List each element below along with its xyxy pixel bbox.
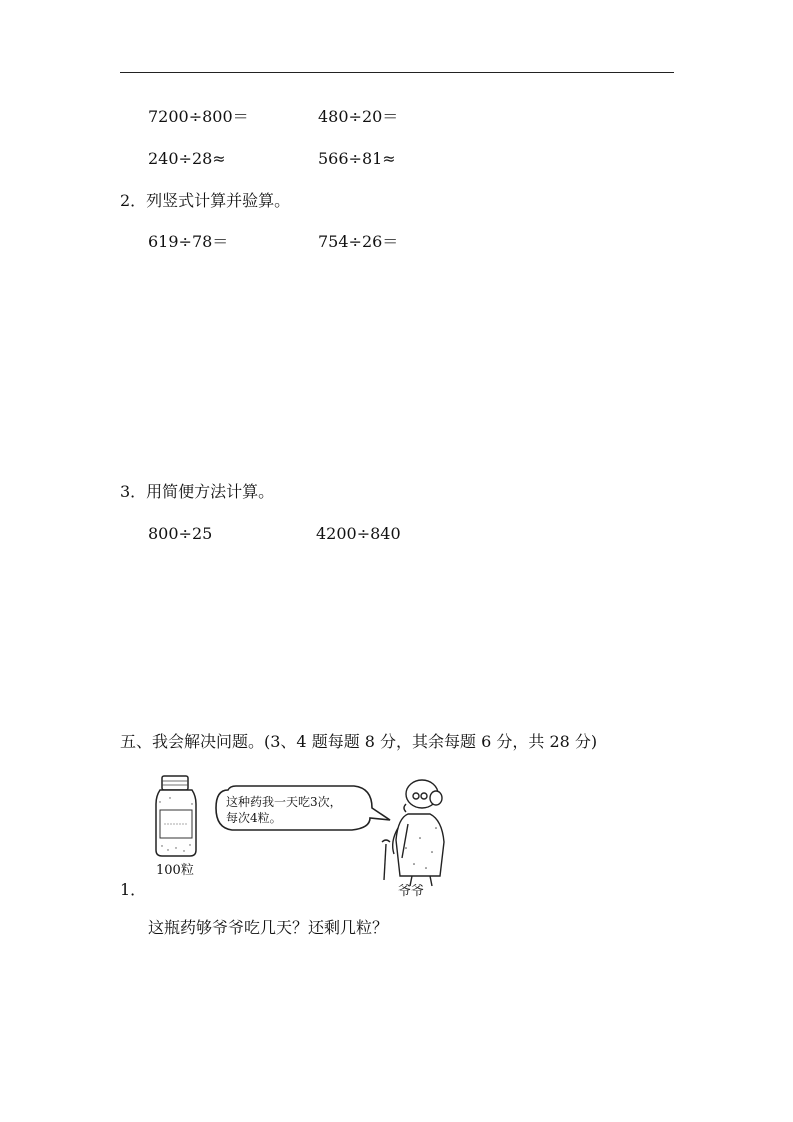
q2-item-1: 619÷78＝ <box>148 232 229 251</box>
q1-item-2: 480÷20＝ <box>318 107 399 126</box>
q1-item-3: 240÷28≈ <box>148 149 226 168</box>
grandpa-caption: 爷爷 <box>398 884 425 898</box>
q3-heading: 3．用简便方法计算。 <box>120 482 275 501</box>
speech-bubble <box>216 786 390 830</box>
q2-item-2: 754÷26＝ <box>318 232 399 251</box>
medicine-bottle-icon <box>156 776 196 856</box>
grandpa-icon <box>382 780 444 886</box>
problem1-illustration <box>140 768 460 898</box>
section5-heading: 五、我会解决问题。(3、4 题每题 8 分，其余每题 6 分，共 28 分) <box>120 732 598 751</box>
q2-heading: 2．列竖式计算并验算。 <box>120 191 291 210</box>
problem1-question: 这瓶药够爷爷吃几天？还剩几粒？ <box>148 918 389 937</box>
speech-line-2: 每次4粒。 <box>226 811 282 825</box>
q1-item-4: 566÷81≈ <box>318 149 396 168</box>
bottle-caption: 100粒 <box>156 863 194 878</box>
problem1-number: 1． <box>120 880 147 899</box>
speech-line-1: 这种药我一天吃3次， <box>226 795 342 809</box>
header-rule <box>120 72 674 73</box>
q3-item-1: 800÷25 <box>148 524 213 543</box>
q1-item-1: 7200÷800＝ <box>148 107 249 126</box>
q3-item-2: 4200÷840 <box>316 524 401 543</box>
